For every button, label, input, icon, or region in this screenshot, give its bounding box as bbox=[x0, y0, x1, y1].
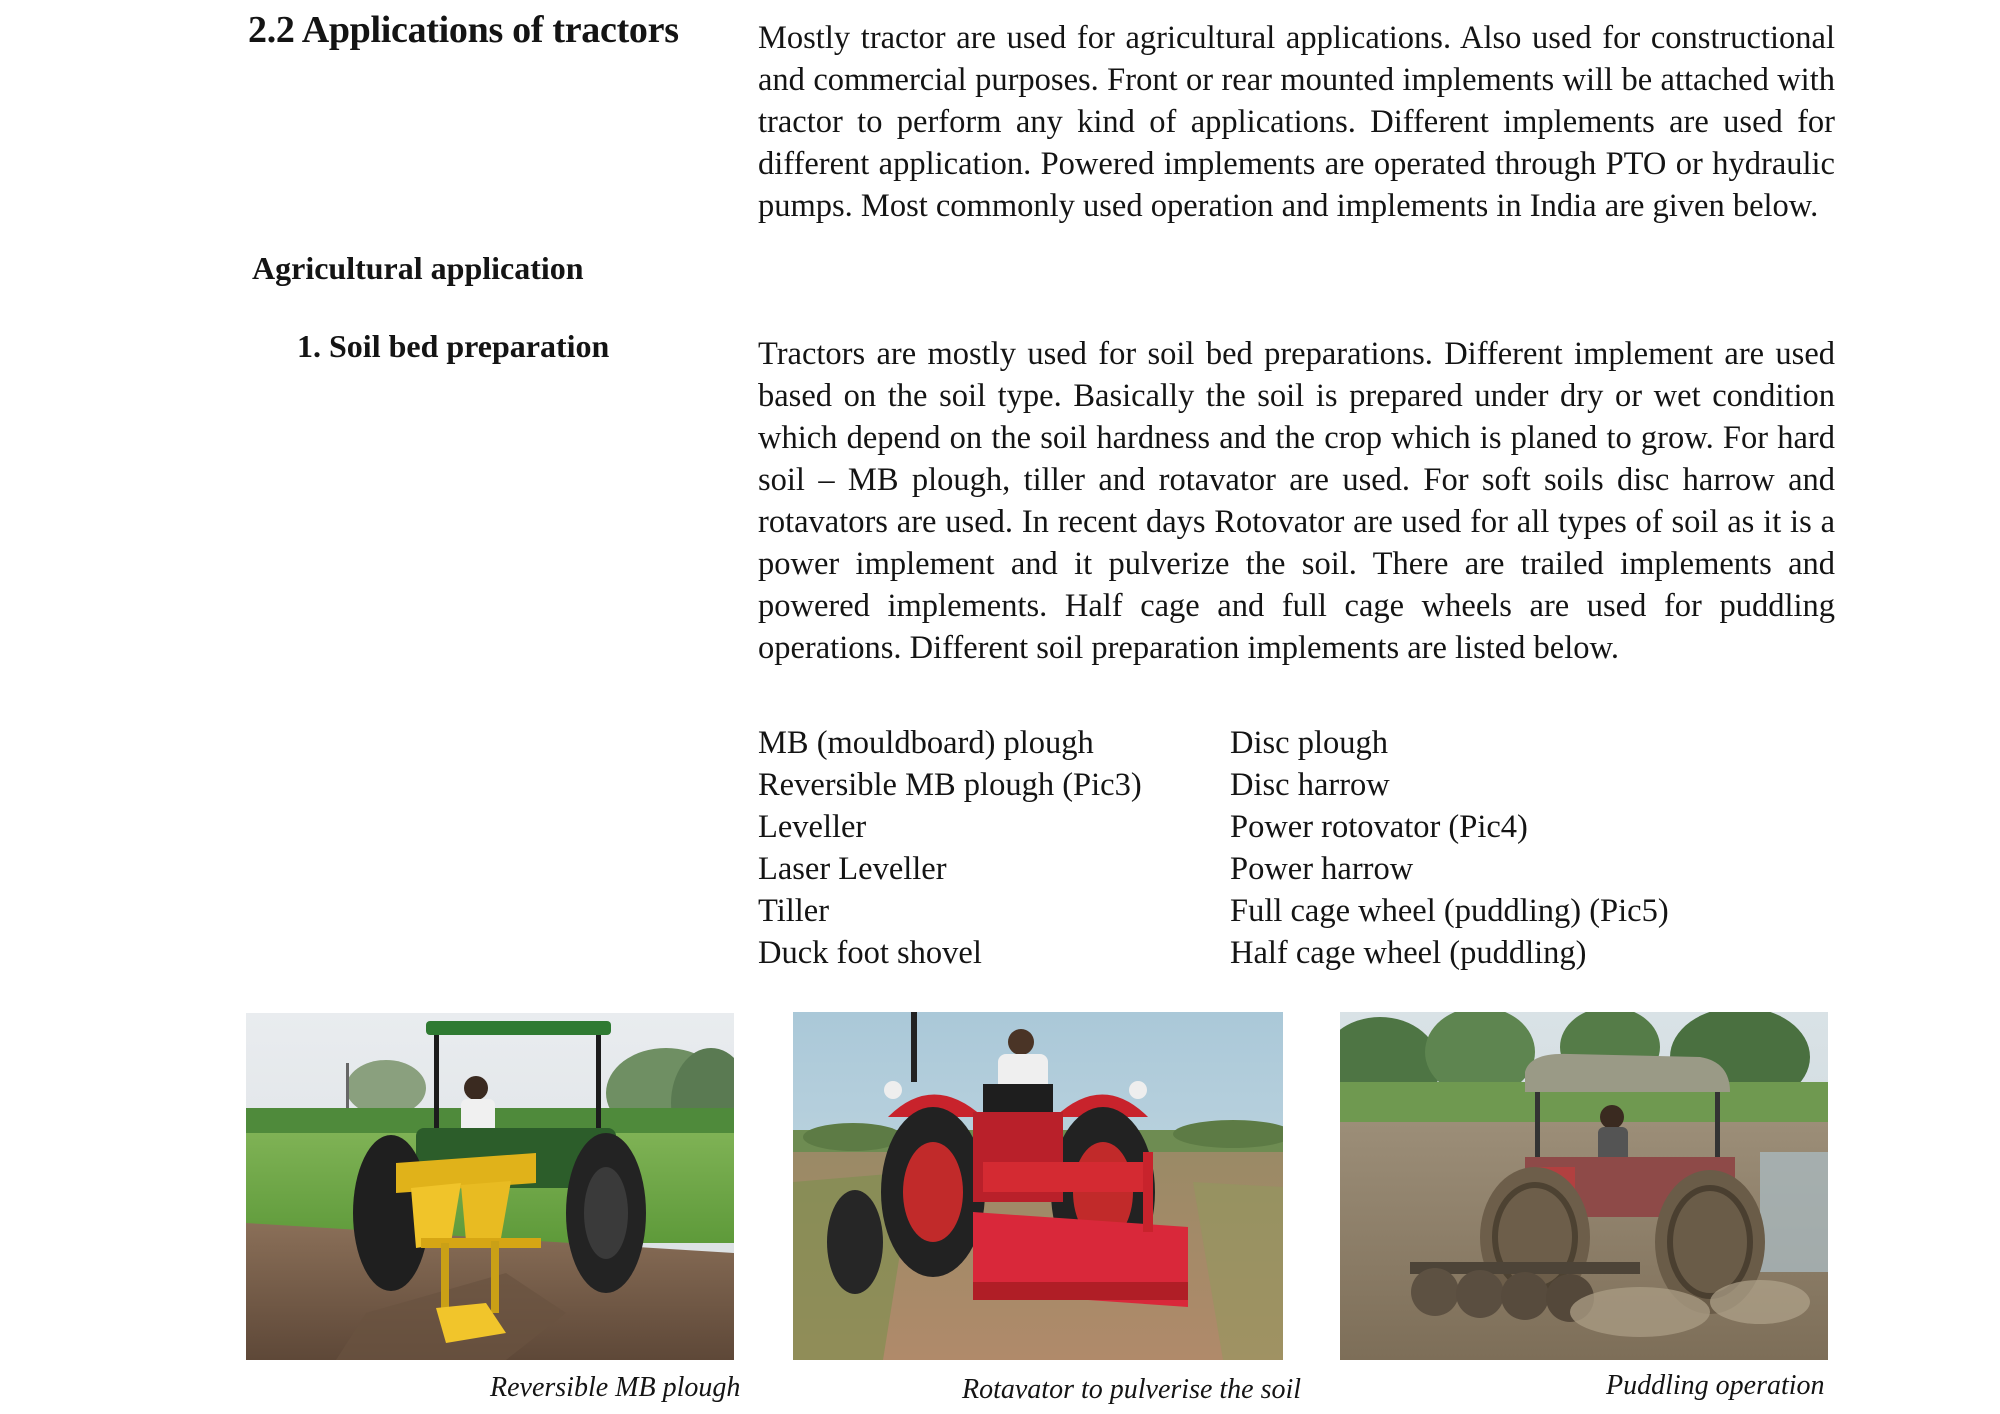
photo-caption: Puddling operation bbox=[1606, 1370, 1825, 1401]
list-item: Laser Leveller bbox=[758, 851, 947, 887]
photo-puddling-operation bbox=[1340, 1012, 1828, 1360]
photo-rotavator bbox=[793, 1012, 1283, 1360]
implements-list-right bbox=[1230, 722, 1669, 974]
list-item: Leveller bbox=[758, 809, 867, 845]
photo-caption: Reversible MB plough bbox=[490, 1372, 741, 1403]
intro-paragraph: Mostly tractor are used for agricultural applications. Also used for constructional and commercial purposes. Front or rear mounted implements will be attached with tractor to perform any kind of applications. Different implements are used for different application. Powered implements are operated through PTO or hydraulic pumps. Most commonly used operation and implements in India are given below. bbox=[758, 20, 1835, 224]
photo-reversible-mb-plough bbox=[246, 1013, 734, 1360]
list-item: Disc plough bbox=[1230, 725, 1388, 761]
subsection-heading: Agricultural application bbox=[252, 250, 584, 286]
list-item: Duck foot shovel bbox=[758, 935, 982, 971]
section-heading: 2.2 Applications of tractors bbox=[248, 9, 679, 51]
list-item: Disc harrow bbox=[1230, 767, 1390, 803]
list-item: MB (mouldboard) plough bbox=[758, 725, 1094, 761]
photo-caption: Rotavator to pulverise the soil bbox=[962, 1374, 1302, 1405]
list-item: Half cage wheel (puddling) bbox=[1230, 935, 1587, 971]
soil-bed-paragraph: Tractors are mostly used for soil bed preparations. Different implement are used based on the soil type. Basically the soil is prepared under dry or wet condition which depend on the soil hardness and the crop which is planed to grow. For hard soil – MB plough, tiller and rotavator are used. For soft soils disc harrow and rotavators are used. In recent days Rotovator are used for all types of soil as it is a power implement and it pulverize the soil. There are trailed implements and powered implements. Half cage and full cage wheels are used for puddling operations. Different soil preparation implements are listed below. bbox=[758, 336, 1835, 666]
list-item: Tiller bbox=[758, 893, 830, 929]
list-item: Power harrow bbox=[1230, 851, 1414, 887]
item-heading: 1. Soil bed preparation bbox=[297, 328, 610, 364]
list-item: Reversible MB plough (Pic3) bbox=[758, 767, 1142, 803]
list-item: Power rotovator (Pic4) bbox=[1230, 809, 1528, 845]
implements-list-left bbox=[758, 722, 1142, 974]
list-item: Full cage wheel (puddling) (Pic5) bbox=[1230, 893, 1669, 929]
